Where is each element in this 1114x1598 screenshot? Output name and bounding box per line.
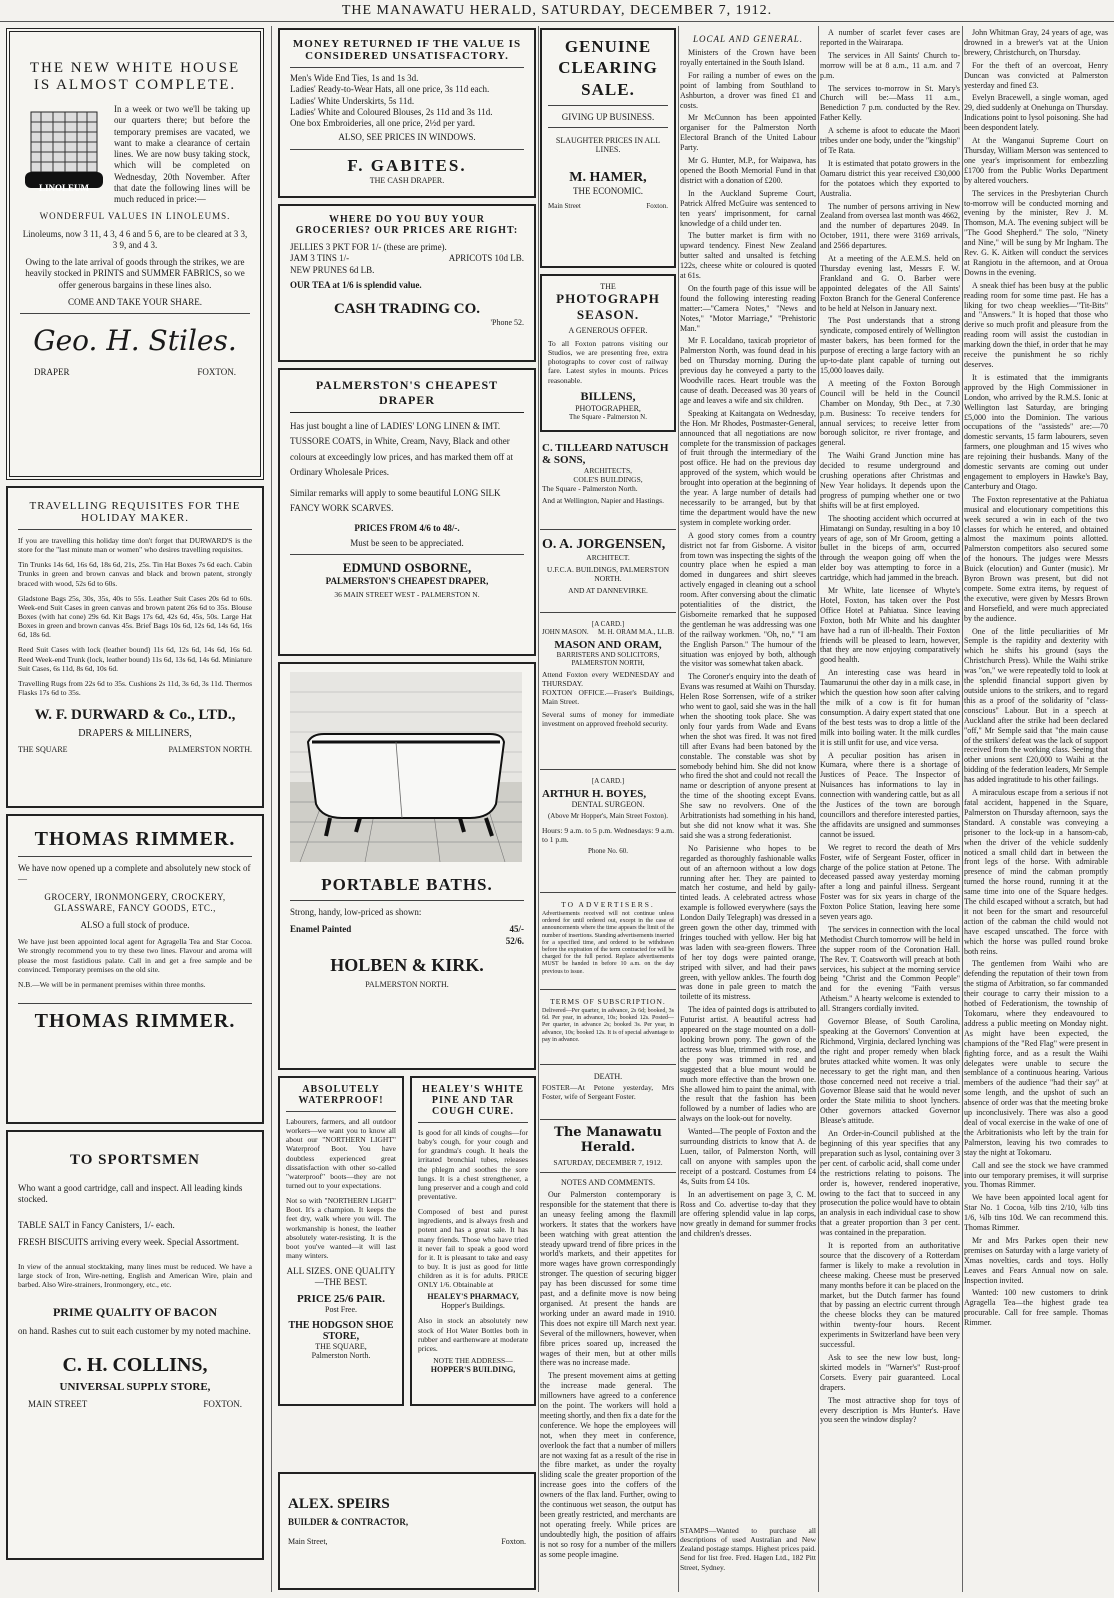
boyes-card-label: [A CARD.]: [591, 777, 625, 785]
gabites-price-line: Ladies' White Underskirts, 5s 11d.: [290, 95, 415, 106]
stamps-body: STAMPS—Wanted to purchase all descriptions of used Australian and New Zealand postage stamps. Highest prices paid. Send for list free. Fred. Hagen Ltd., 182 Pitt Street, Sydney.: [680, 1526, 816, 1572]
strike-notice: Owing to the late arrival of goods through the strikes, we are heavily stocked in PRINTS and SUMMER FABRICS, so we offer generous bargains in these lines also.: [25, 257, 245, 290]
speirs-town: Foxton.: [501, 1537, 526, 1546]
billens-ad: [540, 274, 676, 432]
hamer-slaughter: SLAUGHTER PRICES IN ALL LINES.: [555, 135, 661, 154]
collins-rashes: on hand. Rashes cut to suit each customer by my noted machine.: [18, 1326, 251, 1337]
holben-name: HOLBEN & KIRK.: [330, 954, 484, 975]
local-general-articles: [680, 48, 816, 1239]
mason-right: M. H. ORAM M.A., LL.B.: [597, 628, 674, 636]
hamer-role: THE ECONOMIC.: [573, 185, 643, 196]
bathtub-illustration: [290, 672, 522, 862]
news-paragraph: The shooting accident which occurred at Himatangi on Sunday, resulting in a boy 10 years of age, son of Mr Groom, getting a bullet in the biceps of arm, occurred through the weapon going off when the elder boy was attempting to force in a cartridge, which had jammed in the breach.: [820, 513, 960, 583]
billens-sub: A GENEROUS OFFER.: [568, 326, 648, 335]
gabites-price-line: One box Embroideries, all one price, 2½d per yard.: [290, 118, 475, 128]
rimmer-name-footer: THOMAS RIMMER.: [34, 1009, 236, 1032]
ad-title: PALMERSTON'S CHEAPEST DRAPER: [290, 378, 524, 413]
mason-oram-card: [540, 618, 676, 764]
speirs-ad: [278, 1472, 536, 1592]
holben-title: PORTABLE BATHS.: [321, 875, 493, 894]
holben-address: PALMERSTON NORTH.: [365, 979, 449, 989]
stiles-town: FOXTON.: [197, 367, 236, 377]
wonderful-values: WONDERFUL VALUES IN LINOLEUMS.: [39, 211, 231, 222]
news-paragraph: In an advertisement on page 3, C. M. Ross and Co. advertise to-day that they are offering splendid value in lap corps, now greatly in demand for summer frocks and children's dresses.: [680, 1189, 816, 1239]
death-title: DEATH.: [593, 1072, 623, 1081]
column-6: [964, 28, 1108, 1331]
news-paragraph: Mr White, late licensee of Whyte's Hotel, Foxton, has taken over the Post Office Hotel at Pahiatua. Since leaving Foxton, both Mr White and his daughter have had a run of ill-health. Their Foxton friends will be pleased to learn, however, that they are now enjoying comparatively good health.: [820, 586, 960, 665]
durward-role: DRAPERS & MILLINERS,: [78, 728, 192, 740]
column-rule: [538, 26, 539, 1592]
notes-paragraph: Our Palmerston contemporary is responsible for the statement that there is an uneasy feeling among the flaxmill workers. It states that the workers have been watching with great attention the steady upward trend of fibre prices in the world's markets, and their appetites for more wages have grown correspondingly stronger. The question of securing bigger pay has been discussed for some time past, and a definite move is now being organised. At present the hands are working under an award made in 1910. This does not expire till March next year. Several of the millowners, however, when fibre prices soared up, increased the wages of their men, but at other mills there was no increase made.: [540, 1190, 676, 1368]
news-paragraph: One of the little peculiarities of Mr Semple is the rapidity and dexterity with which he shifts his ground (says the Christchurch Press). While the Waihi strike was "on," we were repeatedly told to look at the splendid financial support given by outside unions to the strikers, and to regard this as a proof of the solidarity of "class-conscious" Labour. But in a speech at Auckland after the strike had been declared "off," Mr Semple said that "the main cause of the strikers' defeat was the lack of support received from the working class. Seeing that other unions sent £20,000 to Waihi at the bidding of the federation leaders, Mr Semple has added ingratitude to his other failings.: [964, 626, 1108, 785]
durward-rugs: Travelling Rugs from 22s 6d to 35s. Cushions 2s 11d, 3s 6d, 3s 11d. Thermos Flasks 17s 6d to 35s.: [18, 678, 252, 697]
rimmer-intro: We have now opened up a complete and absolutely new stock of—: [18, 863, 251, 885]
news-paragraph: The number of persons arriving in New Zealand from oversea last month was 4662, and the number of departures 2049. In October, 1911, there were 3169 arrivals, and 2566 departures.: [820, 201, 960, 251]
gabites-price-list: [290, 73, 524, 144]
billens-title: PHOTOGRAPH SEASON.: [556, 291, 660, 322]
ad-title: MONEY RETURNED IF THE VALUE IS CONSIDERED UNSATISFACTORY.: [292, 38, 522, 62]
news-paragraph: Evelyn Bracewell, a single woman, aged 29, died suddenly at Onehunga on Thursday. Indications point to lysol poisoning. She had been despondent lately.: [964, 93, 1108, 133]
rimmer-nb: N.B.—We will be in permanent premises within three months.: [18, 979, 206, 989]
billens-the: THE: [600, 282, 616, 291]
osborne-name: EDMUND OSBORNE,: [342, 560, 472, 576]
healey-bottles: Also in stock an absolutely new stock of Hot Water Bottles both in rubber and earthenware at moderate prices.: [418, 1316, 528, 1353]
column-rule: [818, 26, 819, 1592]
hamer-town: Foxton.: [646, 201, 668, 210]
stiles-body: In a week or two we'll be taking up our quarters there; but before the temporary premises are vacated, we want to make a clearance of certain lines. We are now busy taking stock, which will be completed on Wednesday, 20th November. After that date the following lines will be much reduced in price:—: [114, 104, 250, 204]
healey-pharmacy: HEALEY'S PHARMACY,: [427, 1292, 519, 1302]
news-paragraph: At the Wanganui Supreme Court on Thursday, William Merson was sentenced to one year's imprisonment for embezzling £1700 from the Public Works Department by altered vouchers.: [964, 136, 1108, 185]
mason-attend: Attend Foxton every WEDNESDAY and THURSDAY.: [542, 670, 674, 689]
mason-office: FOXTON OFFICE.—Fraser's Buildings, Main Street.: [542, 688, 674, 707]
news-paragraph: It is estimated that potato growers in the Oamaru district this year received £30,000 for the potatoes which they exported to Australia.: [820, 158, 960, 198]
holben-item: Enamel Painted: [290, 924, 352, 935]
speirs-name: ALEX. SPEIRS: [288, 1496, 390, 1512]
news-paragraph: The services in All Saints' Church to-morrow will be at 8 a.m., 11 a.m. and 7 p.m.: [820, 50, 960, 80]
collins-name: C. H. COLLINS,: [62, 1353, 208, 1376]
news-paragraph: The Post understands that a strong syndicate, composed entirely of Wellington master bakers, has been formed for the purpose of erecting a large factory with an up-to-date plant capable of turning out 15,000 loaves daily.: [820, 316, 960, 375]
boyes-hours: Hours: 9 a.m. to 5 p.m. Wednesdays: 9 a.m. to 1 p.m.: [542, 826, 674, 845]
news-paragraph: A meeting of the Foxton Borough Council will be held in the Council Chamber on Monday, 9th Dec., at 7.30 p.m. Business: To receive tenders for annual services; to receive letter from borough solicitor, re river frontage, and general.: [820, 378, 960, 448]
news-paragraph: Governor Blease, of South Carolina, speaking at the Governors' Convention at Richmond, Virginia, declared lynching was the right and proper remedy when black brutes attacked white women. It was only necessary to get the right man, and then those concerned need not receive a trial. Governor Blease said that he would never order the State militia to shoot lynchers. Other governors attacked Governor Blease's attitude.: [820, 1017, 960, 1126]
ad-title: THE NEW WHITE HOUSE IS ALMOST COMPLETE.: [29, 60, 241, 93]
hodgson-town: Palmerston North.: [311, 1350, 371, 1360]
news-paragraph: John Whitman Gray, 24 years of age, was drowned in a brewer's vat at the Union brewery, Christchurch, on Thursday.: [964, 28, 1108, 57]
healey-address: HOPPER'S BUILDING,: [430, 1364, 516, 1374]
durward-ad: [6, 486, 264, 808]
notes-paragraph: The present movement aims at getting the increase made general. The millowners have agreed to a conference on the point. The workers will hold a meeting shortly, and then fix a date for the conference. We hope the employees will not, when they meet in conference, overlook the fact that a number of millers are not waxing fat as a result of the rise in the fibre market, as under the royalty sliding scale the greater proportion of the increase goes into the coffers of the owners of the flax land. Further, owing to the continuous wet season, the output has been greatly restricted, and merchants are not operating freely. While prices are undoubtedly high, the position of affairs is not so rosy for a number of the millers as some people imagine.: [540, 1371, 676, 1559]
speirs-role: BUILDER & CONTRACTOR,: [288, 1517, 409, 1527]
durward-intro: If you are travelling this holiday time don't forget that DURWARD'S is the store for the "last minute man or women" who desires travelling requisites.: [18, 536, 252, 555]
local-general-heading: LOCAL AND GENERAL.: [693, 34, 803, 44]
hodgson-price: PRICE 25/6 PAIR.: [296, 1292, 386, 1305]
hamer-street: Main Street: [548, 201, 581, 210]
collins-stocktaking: In view of the annual stocktaking, many lines must be reduced. We have a large stock of Iron, Wire-netting, English and American Wire, plain and barbed. Also Wire-strainers, Ironmongery, etc., etc.: [18, 1262, 252, 1290]
collins-street: MAIN STREET: [28, 1398, 88, 1409]
death-body: FOSTER—At Petone yesterday, Mrs Foster, wife of Sergeant Foster.: [542, 1083, 674, 1102]
news-paragraph: A sneak thief has been busy at the public reading room for some time past. He has a liking for two cheap weeklies—"Tit-Bits" and "Answers." It is hoped that those who derive so much profit and pleasure from the reading room will assist the custodian in marking down the thief, in order that he may receive the punishment he so richly deserves.: [964, 280, 1108, 369]
news-paragraph: For railing a number of ewes on the point of lambing from Southland to Ashburton, a drover was fined £1 and costs.: [680, 70, 816, 110]
news-paragraph: The services to-morrow in St. Mary's Church will be:—Mass 11 a.m., Benediction 7 p.m. conducted by the Rev. Father Kelly.: [820, 83, 960, 123]
boyes-address: (Above Mr Hopper's, Main Street Foxton).: [547, 812, 669, 820]
news-paragraph: The services in connection with the local Methodist Church tomorrow will be held in the supper room of the Coronation Hall. The Rev. T. Coatsworth will preach at both services, his subject at the morning service being "Christ and the Common People" and for the evening "Faith versus Atheism." A hearty welcome is extended to all. Strangers cordially invited.: [820, 924, 960, 1014]
billens-name: BILLENS,: [580, 388, 636, 403]
durward-name: W. F. DURWARD & Co., LTD.,: [34, 707, 236, 724]
gabites-price-line: Ladies' Ready-to-Wear Hats, all one price, 3s 11d each.: [290, 84, 490, 95]
news-paragraph: A good story comes from a country district not far from Gisborne. A visitor from town was inspecting the sights of the country place when he espied a man domed in dungarees and shirt sleeves actively engaged in cleaning out a school room. After conversing about the climatic potentialities of the district, the Gisborneite remarked that he supposed the gentleman he was addressing was one of the railway workmen. "Oh, no," "I am the English Parson." The humour of the situation was enjoyed by both, although the visitor was somewhat taken aback.: [680, 530, 816, 669]
news-paragraph: Ministers of the Crown have been royally entertained in the South Island.: [680, 48, 816, 67]
cash-jam: JAM 3 TINS 1/-: [290, 253, 350, 264]
news-paragraph: We regret to record the death of Mrs Foster, wife of Sergeant Foster, officer in charge of the police station at Petone. The deceased passed away yesterday morning after a long and painful illness. Sergeant Foster was for six years in charge of the Foxton Police Station, leaving here some seven years ago.: [820, 842, 960, 922]
column-1: [6, 28, 264, 1566]
mason-investment: Several sums of money for immediate investment on approved freehold security.: [542, 709, 674, 728]
tilleard-address: The Square - Palmerston North.: [542, 484, 638, 493]
billens-role: PHOTOGRAPHER,: [575, 403, 641, 413]
news-paragraph: Call and see the stock we have crammed into our temporary premises, it will surprise you. Thomas Rimmer.: [964, 1160, 1108, 1190]
stiles-ad: [6, 28, 264, 480]
news-paragraph: The Foxton representative at the Pahiatua musical and elocutionary competitions this week secured a win in each of the two classes for which he entered, and obtained almost the maximum points allotted. Palmerston competitors also secured some of the honours. The judges were Messrs Buick (elocution) and Gunter (music). Mr Byron Brown was present, but did not compete. Some extra items, by request of the executive, were given by Messrs Brown and Horsefield, and were much appreciated by the audience.: [964, 494, 1108, 623]
hamer-sub: GIVING UP BUSINESS.: [561, 111, 655, 122]
column-rule: [962, 26, 963, 1592]
news-paragraph: The services in the Presbyterian Church to-morrow will be conducted morning and evening by the minister, Rev J. M. Thomson, M.A. The evening subject will be "The Good Shepherd." The solo, "Ninety and Nine," will be sung by Mr Ingham. The Rev. G. K. Aitken will conduct the services at Rangiotu in the afternoon, and at Oroua Downs in the evening.: [964, 188, 1108, 277]
collins-bacon: PRIME QUALITY OF BACON: [52, 1305, 218, 1320]
news-paragraph: No Parisienne who hopes to be regarded as thoroughly fashionable walks out of an afternoon without a low dogs running after her. They are painted to match her costume, and held by gaily-tinted leads. A celebrated actress whose example is followed everywhere (says the London Daily Telegraph) was dressed in a green gown the other day, trimmed with fringes touched with yellow. Her big hat was laden with sea-green flowers. Three of her toy dogs were painted orange, striped with silver, and had their paws green, with yellow ankles. The fourth dog was done in pale green to match the toilette of its mistress.: [680, 843, 816, 1002]
billens-offer: To all Foxton patrons visiting our Studios, we are presenting free, extra photographs to cover cost of railway fare. Latest styles in mounts. Prices reasonable.: [548, 339, 668, 385]
collins-salt: TABLE SALT in Fancy Canisters, 1/- each.: [18, 1219, 175, 1230]
boyes-card: [540, 775, 676, 887]
collins-cartridges: Who want a good cartridge, call and inspect. All leading kinds stocked.: [18, 1183, 243, 1205]
masthead: THE MANAWATU HERALD, SATURDAY, DECEMBER 7, 1912.: [0, 0, 1114, 22]
tilleard-also: And at Wellington, Napier and Hastings.: [542, 496, 664, 506]
advertisers-body: Advertisements received will not continue unless ordered for until ordered out, except in the case of announcements where the time appears the limit of the number of insertions. Standing advertisements inserted for a specified time, and ordered to be withdrawn before the expiration of the term contracted for will be charged for the full period. Replace advertisements MUST be handed in before 10 a.m. on the day previous to issue.: [542, 911, 674, 975]
news-paragraph: Wanted—The people of Foxton and the surrounding districts to know that A. de Luen, tailor, of Palmerston North, will call on anyone with samples upon the receipt of a postcard. Costumes from £4 4s, Suits from £4 10s.: [680, 1127, 816, 1186]
ad-title: TRAVELLING REQUISITES FOR THE HOLIDAY MAKER.: [29, 500, 241, 524]
hamer-ad: [540, 28, 676, 268]
gabites-ad: [278, 28, 536, 198]
billens-address: The Square - Palmerston N.: [569, 412, 647, 421]
gabites-price-line: Ladies' White and Coloured Blouses, 2s 11d and 3s 11d.: [290, 106, 493, 117]
column-4: [680, 28, 816, 1242]
collins-biscuits: FRESH BISCUITS arriving every week. Special Assortment.: [18, 1236, 239, 1247]
collins-ad: [6, 1130, 264, 1560]
herald-date: SATURDAY, DECEMBER 7, 1912.: [553, 1158, 663, 1167]
speirs-street: Main Street,: [288, 1537, 328, 1546]
hodgson-title: ABSOLUTELY WATERPROOF!: [298, 1084, 384, 1106]
notes-heading: NOTES AND COMMENTS.: [560, 1178, 655, 1187]
durward-bags: Gladstone Bags 25s, 30s, 35s, 40s to 55s. Leather Suit Cases 20s 6d to 60s. Week-end Suit Cases in green canvas and brown patent 26s 6d to 35s. Blouse Boxes (with hat cone) 29s 6d. Kit Bags 17s 6d, 42s 6d, 45s, 50s. Large Hat Boxes in green and brown canvas 45s. Brief Bags 10s 6d, 12s 6d, 14s 6d, 16s 6d, 18s 6d.: [18, 593, 252, 640]
gabites-price-line: ALSO, SEE PRICES IN WINDOWS.: [338, 132, 476, 143]
hodgson-ad: [278, 1076, 404, 1406]
news-paragraph: It is estimated that the immigrants approved by the High Commissioner in London, who arrived by the R.M.S. Ionic at Wellington last Saturday, are bringing £5,000 into the Dominion. The various occupations of the "assisteds" are:—70 domestic servants, 15 farm labourers, seven farmers, one ploughman and 15 wives who are rejoining their husbands. Many of the domestic servants are coming out under engagement to employers in Hawke's Bay, Canterbury and Otago.: [964, 372, 1108, 491]
hamer-name: M. HAMER,: [569, 169, 647, 185]
healey-title: HEALEY'S WHITE PINE AND TAR COUGH CURE.: [422, 1084, 524, 1117]
healey-composition: Composed of best and purest ingredients, and is always fresh and potent and has a great sale. It has many friends. Those who have tried it never fail to speak a good word for it. It is pleasant to take and easy to buy. It is just as good for little children as it is for adults. PRICE ONLY 1/6. Obtainable at: [418, 1207, 528, 1290]
advertisers-notice: [540, 898, 676, 984]
death-notice: [540, 1070, 676, 1114]
rimmer-name: THOMAS RIMMER.: [34, 828, 236, 850]
hodgson-intro: Labourers, farmers, and all outdoor workers—we want you to know all about our "NORTHERN LIGHT" Waterproof Boot. You have doubtless experienced great dissatisfaction with other so-called "waterproof" boots—they are not turned out to your expectations.: [286, 1117, 396, 1190]
news-paragraph: Wanted: 100 new customers to drink Agragella Tea—the highest grade tea procurable. Call for free sample. Thomas Rimmer.: [964, 1288, 1108, 1328]
healey-ad: [410, 1076, 536, 1406]
column-5-articles: [820, 28, 960, 1425]
news-paragraph: At a meeting of the A.E.M.S. held on Thursday evening last, Messrs F. W. Frankland and G. O. Barber were appointed delegates of the All Saints' Foxton Branch for the General Conference to be held at Nelson in January next.: [820, 254, 960, 313]
mason-left: JOHN MASON.: [542, 628, 589, 636]
hodgson-northern-light: Not so with "NORTHERN LIGHT" Boot. It's a champion. It keeps the feet dry, walk where you will. The workmanship is honest, the leather absolutely water-resisting. It is the boot you've wanted—it will last many winters.: [286, 1196, 396, 1260]
column-3: [540, 28, 676, 1563]
gabites-name: F. GABITES.: [347, 155, 467, 175]
news-paragraph: The most attractive shop for toys of every description is Mrs Hunter's. Have you seen the window display?: [820, 1395, 960, 1425]
tilleard-card: [540, 438, 676, 524]
news-paragraph: Mr F. Localdano, taxicab proprietor of Palmerston North, was found dead in his bed on Thursday morning. During the previous day he conveyed a party to the Woodville races. Heart trouble was the cause of death. Deceased was 30 years of age and leaves a wife and six children.: [680, 336, 816, 405]
cash-tea: OUR TEA at 1/6 is splendid value.: [290, 279, 422, 290]
boyes-name: ARTHUR H. BOYES,: [542, 788, 647, 800]
rimmer-agency: We have just been appointed local agent for Agragella Tea and Star Cocoa. We strongly recommend you to try these two lines. Flavour and aroma will please the most fastidious palate. Call in and get a free sample and be convinced. Temporary premises on the old site.: [18, 937, 252, 974]
tilleard-name: C. TILLEARD NATUSCH & SONS,: [542, 442, 669, 466]
cash-phone: 'Phone 52.: [490, 318, 524, 327]
hodgson-square: THE SQUARE,: [315, 1341, 367, 1351]
stamps-notice: [680, 1526, 816, 1594]
durward-reed-cases: Reed Suit Cases with lock (leather bound) 11s 6d, 12s 6d, 14s 6d, 16s 6d. Reed Week-end Trunk (lock, leather bound) 11s 6d, 13s 6d, 14s 6d. Miniature Suit Cases, 6s 11d, 8s 6d, 10s 6d.: [18, 645, 252, 673]
news-paragraph: The Coroner's enquiry into the death of Evans was resumed at Waihi on Thursday. Helen Rose Sorrensen, wife of a striker who went to gaol, said she was in the hall when the shooting took place. She was only four yards from Wade and Evans when the shot was fired. It was not fired till after Evans had been batoned by the constable. The constable was shot by somebody behind him. She did not know who fired the shot and could not recall the name or description of anyone present at the time of the shooting except Evans. She saw no revolvers. One of the Arbitrationists had something in his hand, but she did not know what it was. She said she was a strong federationist.: [680, 672, 816, 840]
subscription-notice: [540, 995, 676, 1059]
news-paragraph: An Order-in-Council published at the beginning of this year specifies that any preparation such as lysol, containing over 3 per cent. of carbolic acid, shall come under the restrictions relating to poisons. The order is, however, rendered inoperative, owing to the fact that to succeed in any prosecution the police would have to obtain an analysis in each individual case to show that a greater proportion than 3 per cent. was contained in the preparation.: [820, 1129, 960, 1238]
rimmer-goods: GROCERY, IRONMONGERY, CROCKERY, GLASSWARE, FANCY GOODS, ETC.,: [44, 891, 226, 913]
osborne-must-see: Must be seen to be appreciated.: [350, 538, 464, 549]
hamer-title: GENUINE CLEARING SALE.: [558, 37, 658, 99]
ad-title: TO SPORTSMEN: [70, 1152, 200, 1168]
hodgson-name: THE HODGSON SHOE STORE,: [288, 1319, 394, 1342]
subscription-body: Delivered—Per quarter, in advance, 2s 6d; booked, 3s 6d. Per year, in advance, 10s; booked 12s. Posted—Per quarter, in advance 2s; booked 3s. Per year, in advance, 10s; booked 12s. It is of special advantage to pay in advance.: [542, 1008, 674, 1043]
durward-trunks: Tin Trunks 14s 6d, 16s 6d, 18s 6d, 21s, 25s. Tin Hat Boxes 7s 6d each. Cabin Trunks in green and brown canvas and black and brown patent, strongly braced with wood, 52s 6d to 60s.: [18, 560, 252, 588]
holben-intro: Strong, handy, low-priced as shown:: [290, 907, 422, 917]
mason-card: [A CARD.]: [591, 620, 625, 628]
tilleard-role: ARCHITECTS,: [583, 466, 633, 475]
news-paragraph: The butter market is firm with no upward tendency. Finest New Zealand butter salted and unsalted is fetching 122s, cheese white or coloured is quoted at 61s.: [680, 231, 816, 281]
news-paragraph: On the fourth page of this issue will be found the following interesting reading matter:—"Camera Notes," "News and Notes," "Motor Marriage," "Prehistoric Man.": [680, 283, 816, 333]
jorgensen-address: U.F.C.A. BUILDINGS, PALMERSTON NORTH.: [546, 565, 670, 583]
osborne-ad: [278, 368, 536, 656]
news-paragraph: A scheme is afoot to educate the Maori tribes under one body, under the "kingship" of Te Rata.: [820, 126, 960, 155]
mason-name: MASON AND ORAM,: [554, 639, 662, 651]
news-paragraph: Mr and Mrs Parkes open their new premises on Saturday with a large variety of Xmas novelties, cards and toys. Holly Leaves and Fears Annual now on sale. Inspection invited.: [964, 1235, 1108, 1285]
gabites-price-line: Men's Wide End Ties, 1s and 1s 3d.: [290, 73, 419, 83]
holben-price-1: 45/-: [509, 924, 524, 935]
cash-jellies: JELLIES 3 PKT FOR 1/- (these are prime).: [290, 242, 447, 252]
jorgensen-also: AND AT DANNEVIRKE.: [568, 586, 648, 595]
collins-store: UNIVERSAL SUPPLY STORE,: [59, 1380, 211, 1393]
osborne-scarves: Similar remarks will apply to some beautiful LONG SILK FANCY WORK SCARVES.: [290, 488, 501, 514]
column-rule: [271, 26, 272, 1592]
subscription-title: TERMS OF SUBSCRIPTION.: [550, 997, 666, 1006]
come-share: COME AND TAKE YOUR SHARE.: [67, 296, 203, 307]
tilleard-building: COLE'S BUILDINGS,: [573, 475, 643, 484]
ad-title: WHERE DO YOU BUY YOUR GROCERIES? OUR PRICES ARE RIGHT:: [295, 214, 519, 236]
news-paragraph: Mr G. Hunter, M.P., for Waipawa, has opened the Booth Memorial Fund in that district with a donation of £200.: [680, 156, 816, 185]
speirs-box: [278, 1472, 536, 1590]
mason-role: BARRISTERS AND SOLICITORS, PALMERSTON NORTH,: [556, 651, 660, 667]
cash-apricots: APRICOTS 10d LB.: [448, 253, 524, 264]
holben-price-2: 52/6.: [505, 935, 524, 946]
healey-note: NOTE THE ADDRESS—: [433, 1355, 513, 1365]
linoleum-illustration: [20, 104, 108, 205]
news-paragraph: It is reported from an authoritative source that the discovery of a Rotterdam farmer is likely to make a revolution in cheese making. Cheese must be preserved many months before it can be placed on the market, but the Dutch farmer has found that by passing an electric current through the cheese blocks they can be matured within twenty-four hours. Recent experiments in Switzerland have been very successful.: [820, 1241, 960, 1350]
osborne-prices: PRICES FROM 4/6 to 48/-.: [354, 522, 460, 533]
herald-nameplate: The Manawatu Herald.: [554, 1125, 662, 1155]
news-paragraph: Mr McCunnon has been appointed organiser for the Palmerston North Electoral Branch of the United Labour Party.: [680, 113, 816, 153]
jorgensen-role: ARCHITECT.: [586, 553, 630, 562]
column-rule: [678, 26, 679, 1592]
collins-town: FOXTON.: [203, 1398, 242, 1409]
osborne-address: 36 MAIN STREET WEST - PALMERSTON N.: [334, 590, 480, 600]
column-5: [820, 28, 960, 1428]
hodgson-post: Post Free.: [325, 1304, 357, 1314]
linoleum-label: LINOLEUM: [38, 183, 89, 193]
healey-buildings: Hopper's Buildings.: [441, 1301, 505, 1311]
news-paragraph: Speaking at Kaitangata on Wednesday, the Hon. Mr Rhodes, Postmaster-General, announced that all negotiations are now complete for the transmission of packages of fruit through the intermediary of the post office. He had on the previous day approved of the system, which would be brought into operation at the beginning of the year. A large number of details had necessarily to be arranged, but by that time the department would have the new system in complete working order.: [680, 408, 816, 527]
cash-name: CASH TRADING CO.: [334, 301, 480, 317]
durward-town: PALMERSTON NORTH.: [168, 745, 252, 755]
news-paragraph: We have been appointed local agent for Star No. 1 Cocoa, ½lb tins 2/10, ¼lb tins 1/6, ⅛lb tins 10d. We can recommend this. Thomas Rimmer.: [964, 1193, 1108, 1233]
news-paragraph: The idea of painted dogs is attributed to Futurist artist. A beautiful actress had appeared on the stage mounted on a doll-looking brown pony. The gown of the actress was blue, trimmed with rose, and the pony was trimmed in red and suggested that a blue mount would be much more effective than the brown one. She allowed him to paint the animal, with the result that the fashion has been followed by a number of ladies who are always on the look-out for novelty.: [680, 1005, 816, 1124]
column-2: [278, 28, 536, 1406]
boyes-phone: Phone No. 60.: [587, 847, 629, 856]
news-paragraph: The gentlemen from Waihi who are defending the reputation of their town from the stigma of Arbitration, so far commanded their courage to carry their mission to a hotbed of Federationism, the township of Tokomaru, where they endeavoured to address a public meeting on Monday night. As might have been expected, the champions of the "Red Flag" were present in fighting force, and as a result the Waihi delegates were unable to secure the semblance of a continuous hearing. Various members of the audience "had their say" at some length, and the upshot of such an absence of order was that the meeting broke up inconclusively. There was also a good deal of vocal exercise in the wake of one of the Arbitrationists who left by the train for Palmerston, leaving his two comrades to stay the night at Tokomaru.: [964, 959, 1108, 1157]
rimmer-produce: ALSO a full stock of produce.: [80, 920, 190, 930]
news-paragraph: The Waihi Grand Junction mine has decided to resume underground and crushing operations after Christmas and New Year holidays. It depends upon the progress of pumping whether one or two shifts will be at first employed.: [820, 451, 960, 510]
rimmer-ad: [6, 814, 264, 1124]
jorgensen-card: [540, 535, 676, 607]
osborne-coats: Has just bought a line of LADIES' LONG LINEN & IMT. TUSSORE COATS, in White, Cream, Navy, Black and other colours at exceedingly low prices, and has marked them off at Ordinary Wholesale Prices.: [290, 421, 514, 477]
osborne-role: PALMERSTON'S CHEAPEST DRAPER,: [325, 576, 489, 587]
news-paragraph: For the theft of an overcoat, Henry Duncan was convicted at Palmerston yesterday and fined £3.: [964, 60, 1108, 90]
stiles-role: DRAPER: [34, 367, 70, 377]
news-paragraph: In the Auckland Supreme Court, Patrick Alfred McGuire was sentenced to ten years' imprisonment, for carnal knowledge of a child under ten.: [680, 188, 816, 228]
jorgensen-name: O. A. JORGENSEN,: [542, 537, 666, 552]
durward-square: THE SQUARE: [18, 745, 68, 755]
healey-intro: Is good for all kinds of coughs—for baby's cough, for your cough and for grandma's cough. It heals the irritated bronchial tubes, releases the phlegm and soothes the sore lungs. It is a chest strengthener, a lung preserver and a cough and cold preventative.: [418, 1128, 528, 1201]
gabites-role: THE CASH DRAPER.: [369, 175, 445, 185]
news-paragraph: A miraculous escape from a serious if not fatal accident, happened in the Square, Palmerston on Thursday afternoon, says the Standard. A constable was conveying a prisoner to the lock-up in a hansom-cab, when the driver of the vehicle suddenly noticed a small child dart in between the front legs of the horse. With admirable presence of mind the cabman promptly turned the horse round, running it at the same time into one of the Square hedges. The child escaped without a scratch, but had it not been for the smart and resourceful action of the cabman the child would not have escaped unscathed. The force with which the horse was pulled round broke both reins.: [964, 788, 1108, 956]
holben-ad: [278, 662, 536, 1070]
boyes-role: DENTAL SURGEON.: [571, 800, 645, 809]
cash-trading-ad: [278, 204, 536, 362]
hodgson-sizes: ALL SIZES. ONE QUALITY—THE BEST.: [286, 1266, 396, 1288]
stiles-signature: Geo. H. Stiles.: [33, 324, 237, 357]
news-paragraph: Ask to see the new low bust, long-skirted models in "Warner's" Rust-proof Corsets. Every pair guaranteed. Local drapers.: [820, 1353, 960, 1392]
news-paragraph: A peculiar position has arisen in Kumara, where there is a shortage of Justices of Peace. The Inspector of Nuisances has informations to lay in connection with wandering cattle, but as all the Justices of the town are borough councillors and therefore interested parties, the affidavits are unsigned and summonses cannot be issued.: [820, 750, 960, 839]
cash-prunes: NEW PRUNES 6d LB.: [290, 264, 375, 275]
linoleum-roll-icon: [21, 104, 107, 194]
news-paragraph: A number of scarlet fever cases are reported in the Wairarapa.: [820, 28, 960, 47]
column-6-articles: [964, 28, 1108, 1328]
advertisers-title: TO ADVERTISERS.: [561, 900, 655, 909]
linoleum-prices: Linoleums, now 3 11, 4 3, 4 6 and 5 6, are to be cleared at 3 3, 3 9, and 4 3.: [22, 228, 248, 250]
news-paragraph: An interesting case was heard in Taumarunui the other day in a milk case, in which the question how soon after calving the milk of a cow is fit for human consumption. A dairy expert stated that one of the best tests was to drop a little of the milk into boiling water. It the milk curdles it is still unfit for use, and vice versa.: [820, 668, 960, 747]
